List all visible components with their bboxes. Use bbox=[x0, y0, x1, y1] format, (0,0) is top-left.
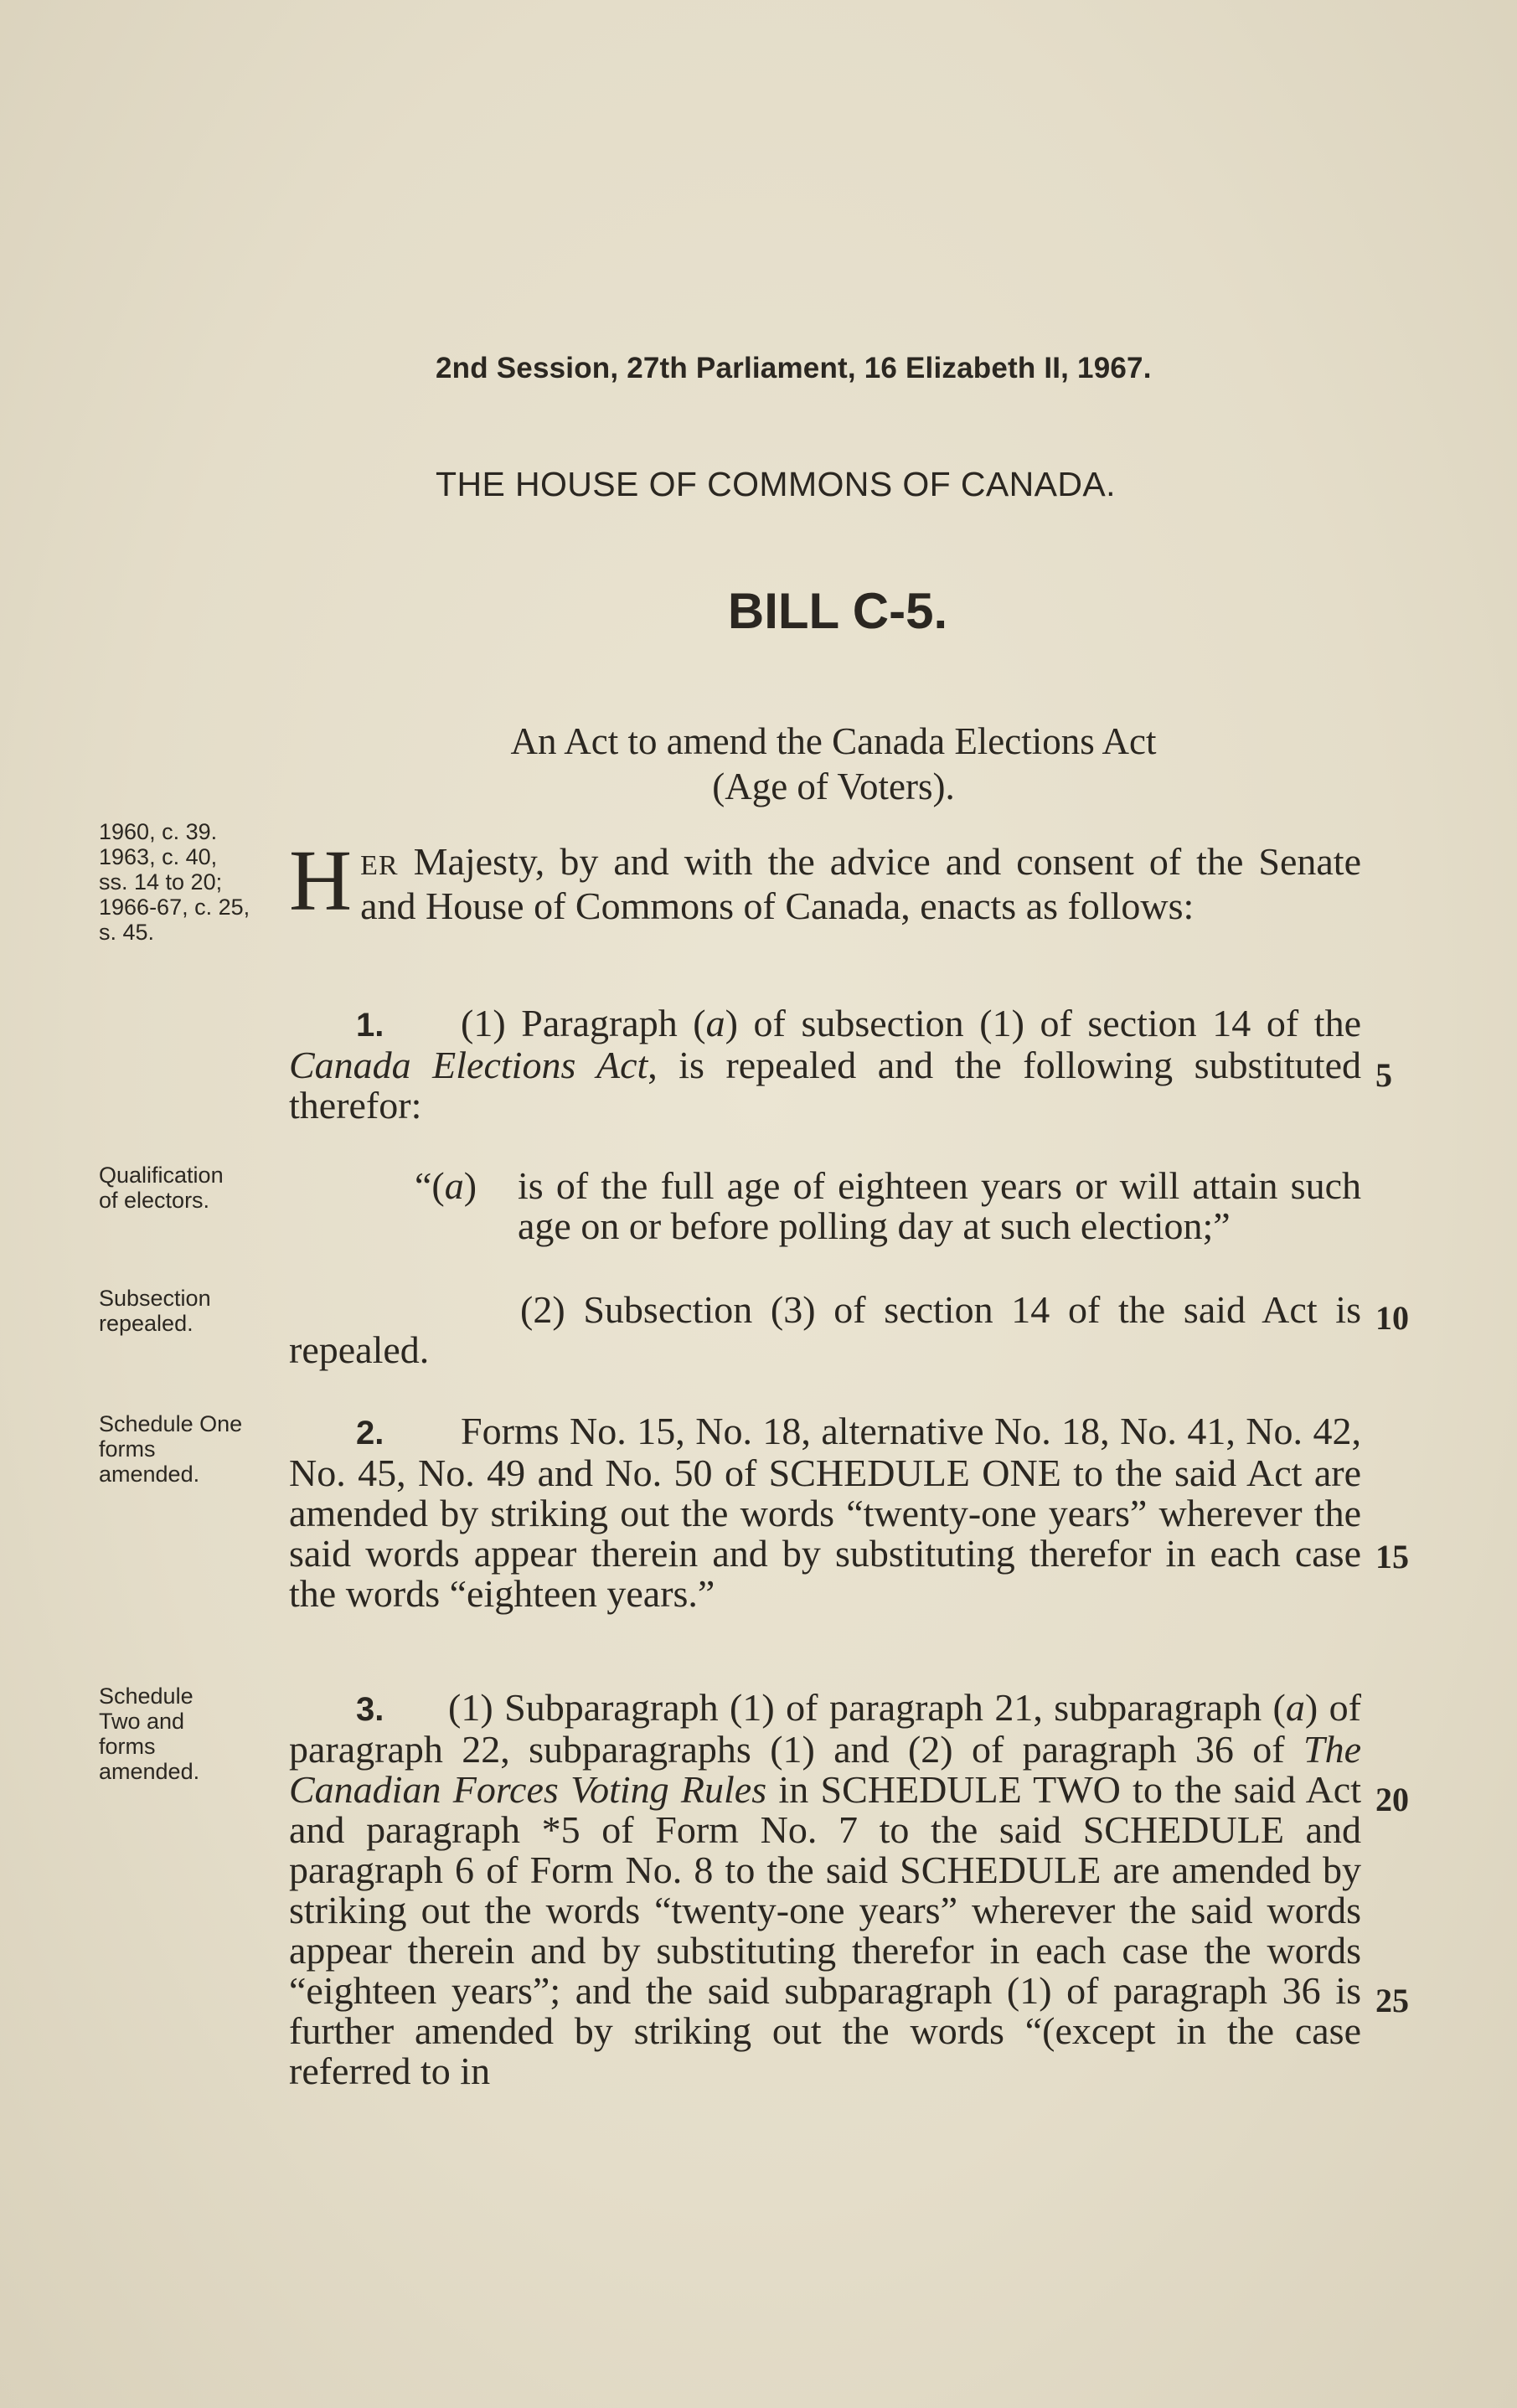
bill-title bbox=[352, 719, 1315, 809]
section-2: 2. Forms No. 15, No. 18, alternative No. 18, No. 41, No. 42, No. 45, No. 49 and No. 50 of SCHEDULE ONE to the said Act are amended by striking out the words “twenty-one years” wherever the said words appear therein and by substituting therefor in each case the words “eighteen years.” bbox=[289, 1410, 1361, 1615]
subsection-2: (2) Subsection (3) of section 14 of the said Act is repealed. bbox=[289, 1288, 1361, 1371]
house-heading: THE HOUSE OF COMMONS OF CANADA. bbox=[436, 465, 1116, 503]
section-number: 3. bbox=[356, 1691, 384, 1728]
margin-note-schedule-one: Schedule One forms amended. bbox=[99, 1411, 243, 1487]
line-number: 15 bbox=[1375, 1538, 1409, 1575]
line-number: 10 bbox=[1375, 1299, 1409, 1337]
section-3: 3. (1) Subparagraph (1) of paragraph 21, subparagraph (a) of paragraph 22, subparagraphs (1) and (2) of paragraph 36 of The Canadian Forces Voting Rules in SCHEDULE TWO to the said Act and paragraph *5 of Form No. 7 to the said SCHEDULE and paragraph 6 of Form No. 8 to the said SCHEDULE are amended by striking out the words “twenty-one years” wherever the said words appear therein and by substituting therefor in each case the words “eighteen years”; and the said subparagraph (1) of paragraph 36 is further amended by striking out the words “(except in the case referred to in bbox=[289, 1686, 1362, 2092]
line-number: 25 bbox=[1375, 1982, 1409, 2019]
margin-note-qualification: Qualification of electors. bbox=[99, 1163, 224, 1213]
margin-note-subsection: Subsection repealed. bbox=[99, 1286, 211, 1336]
line-number: 5 bbox=[1375, 1056, 1392, 1094]
bill-title-line2: (Age of Voters). bbox=[712, 766, 955, 807]
session-line: 2nd Session, 27th Parliament, 16 Elizabeth II, 1967. bbox=[436, 352, 1152, 384]
enacting-clause: HER Majesty, by and with the advice and consent of the Senate and House of Commons of Canada, enacts as follows: bbox=[289, 833, 1361, 929]
margin-note-citation: 1960, c. 39. 1963, c. 40, ss. 14 to 20; 1966-67, c. 25, s. 45. bbox=[99, 819, 250, 945]
bill-number: BILL C-5. bbox=[727, 583, 948, 639]
section-number: 2. bbox=[356, 1415, 384, 1452]
section-number: 1. bbox=[356, 1007, 384, 1044]
drop-cap: H bbox=[289, 833, 353, 929]
line-number: 20 bbox=[1375, 1781, 1409, 1818]
margin-note-schedule-two: Schedule Two and forms amended. bbox=[99, 1684, 200, 1784]
paragraph-a: “(a) is of the full age of eighteen years or will attain such age on or before polling day at such election;” bbox=[415, 1164, 1361, 1247]
section-1: 1. (1) Paragraph (a) of subsection (1) of section 14 of the Canada Elections Act, is repealed and the following substituted therefor: bbox=[289, 1002, 1361, 1127]
bill-title-line1: An Act to amend the Canada Elections Act bbox=[510, 720, 1157, 762]
